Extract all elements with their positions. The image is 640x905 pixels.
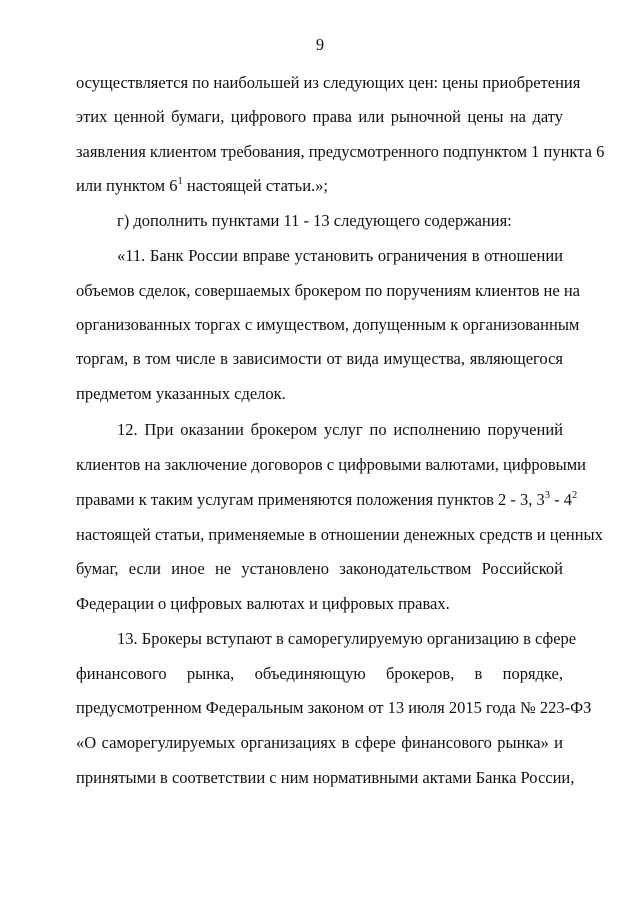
text-line: финансового рынка, объединяющую брокеров, в порядке, xyxy=(76,664,563,683)
text-fragment: - 4 xyxy=(554,490,573,509)
text-line: «О саморегулируемых организациях в сфере финансового рынка» и xyxy=(76,733,563,752)
text-line: предусмотренном Федеральным законом от 13 июля 2015 года № 223-ФЗ xyxy=(76,698,592,717)
text-line: заявления клиентом требования, предусмотренного подпунктом 1 пункта 6 xyxy=(76,142,605,161)
superscript: 1 xyxy=(177,175,183,187)
text-line: осуществляется по наибольшей из следующих цен: цены приобретения xyxy=(76,73,581,92)
text-line: г) дополнить пунктами 11 - 13 следующего содержания: xyxy=(117,211,512,230)
text-line: Федерации о цифровых валютах и цифровых правах. xyxy=(76,594,450,613)
text-line: этих ценной бумаги, цифрового права или рыночной цены на дату xyxy=(76,107,563,126)
text-fragment: настоящей статьи.»; xyxy=(186,176,328,195)
page-number: 9 xyxy=(315,35,325,54)
text-line: организованных торгах с имуществом, допущенным к организованным xyxy=(76,315,580,334)
text-line: принятыми в соответствии с ним нормативными актами Банка России, xyxy=(76,768,575,787)
text-fragment: или пунктом 6 xyxy=(76,176,178,195)
text-line xyxy=(76,175,563,197)
text-line: «11. Банк России вправе установить ограничения в отношении xyxy=(117,246,563,265)
text-line: торгам, в том числе в зависимости от вида имущества, являющегося xyxy=(76,349,563,368)
text-fragment: правами к таким услугам применяются положения пунктов 2 - 3, 3 xyxy=(76,490,545,509)
text-line: бумаг, если иное не установлено законодательством Российской xyxy=(76,559,563,578)
text-line xyxy=(76,489,578,511)
superscript: 2 xyxy=(572,489,578,501)
superscript: 3 xyxy=(544,489,551,501)
text-line: клиентов на заключение договоров с цифровыми валютами, цифровыми xyxy=(76,455,587,474)
text-line: объемов сделок, совершаемых брокером по поручениям клиентов не на xyxy=(76,281,580,300)
text-line: настоящей статьи, применяемые в отношении денежных средств и ценных xyxy=(76,525,603,544)
text-line: 13. Брокеры вступают в саморегулируемую организацию в сфере xyxy=(117,629,577,648)
text-line: 12. При оказании брокером услуг по исполнению поручений xyxy=(117,420,563,439)
text-line: предметом указанных сделок. xyxy=(76,384,286,403)
